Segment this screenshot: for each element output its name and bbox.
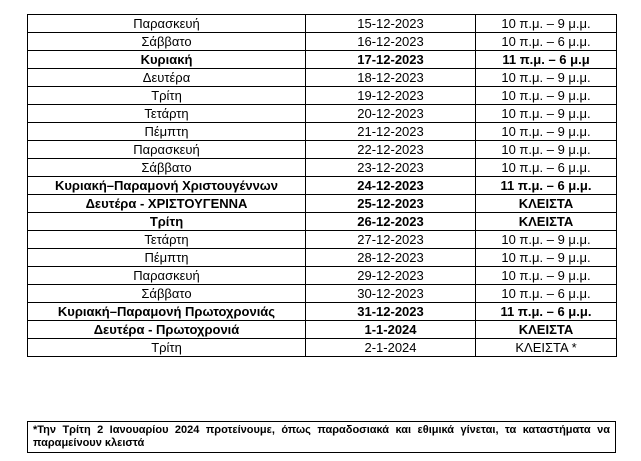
date-cell: 25-12-2023 (306, 195, 476, 213)
hours-cell: 10 π.μ. – 9 μ.μ. (476, 69, 617, 87)
hours-cell: 11 π.μ. – 6 μ.μ. (476, 303, 617, 321)
date-cell: 17-12-2023 (306, 51, 476, 69)
holiday-hours-table-body (28, 15, 617, 357)
table-row (28, 15, 617, 33)
footnote-box (27, 421, 616, 453)
hours-cell: 10 π.μ. – 6 μ.μ. (476, 285, 617, 303)
date-cell: 15-12-2023 (306, 15, 476, 33)
day-cell: Τετάρτη (28, 231, 306, 249)
date-cell: 26-12-2023 (306, 213, 476, 231)
table-row (28, 213, 617, 231)
table-row (28, 105, 617, 123)
day-cell: Κυριακή (28, 51, 306, 69)
date-cell: 27-12-2023 (306, 231, 476, 249)
day-cell: Τρίτη (28, 213, 306, 231)
hours-cell: 10 π.μ. – 9 μ.μ. (476, 249, 617, 267)
day-cell: Παρασκευή (28, 141, 306, 159)
date-cell: 28-12-2023 (306, 249, 476, 267)
date-cell: 22-12-2023 (306, 141, 476, 159)
hours-cell: 10 π.μ. – 9 μ.μ. (476, 105, 617, 123)
day-cell: Σάββατο (28, 33, 306, 51)
day-cell: Παρασκευή (28, 267, 306, 285)
table-row (28, 303, 617, 321)
date-cell: 24-12-2023 (306, 177, 476, 195)
table-row (28, 321, 617, 339)
footnote-text: *Την Τρίτη 2 Ιανουαρίου 2024 προτείνουμε, όπως παραδοσιακά και εθιμικά γίνεται, τα καταστήματα να παραμείνουν κλειστά (33, 424, 610, 449)
day-cell: Δευτέρα (28, 69, 306, 87)
day-cell: Παρασκευή (28, 15, 306, 33)
day-cell: Πέμπτη (28, 123, 306, 141)
date-cell: 18-12-2023 (306, 69, 476, 87)
hours-cell: 10 π.μ. – 9 μ.μ. (476, 141, 617, 159)
hours-cell: 10 π.μ. – 9 μ.μ. (476, 123, 617, 141)
table-row (28, 33, 617, 51)
table-row (28, 123, 617, 141)
hours-cell: 10 π.μ. – 6 μ.μ. (476, 33, 617, 51)
table-row (28, 87, 617, 105)
date-cell: 20-12-2023 (306, 105, 476, 123)
date-cell: 30-12-2023 (306, 285, 476, 303)
hours-cell: 10 π.μ. – 9 μ.μ. (476, 231, 617, 249)
day-cell: Σάββατο (28, 285, 306, 303)
table-row (28, 141, 617, 159)
hours-cell: 11 π.μ. – 6 μ.μ (476, 51, 617, 69)
table-row (28, 177, 617, 195)
hours-cell: ΚΛΕΙΣΤΑ (476, 213, 617, 231)
hours-cell: ΚΛΕΙΣΤΑ (476, 321, 617, 339)
hours-cell: ΚΛΕΙΣΤΑ * (476, 339, 617, 357)
date-cell: 2-1-2024 (306, 339, 476, 357)
date-cell: 1-1-2024 (306, 321, 476, 339)
day-cell: Δευτέρα - Πρωτοχρονιά (28, 321, 306, 339)
day-cell: Τρίτη (28, 339, 306, 357)
day-cell: Τρίτη (28, 87, 306, 105)
date-cell: 29-12-2023 (306, 267, 476, 285)
day-cell: Τετάρτη (28, 105, 306, 123)
day-cell: Πέμπτη (28, 249, 306, 267)
date-cell: 16-12-2023 (306, 33, 476, 51)
hours-cell: 10 π.μ. – 9 μ.μ. (476, 87, 617, 105)
date-cell: 23-12-2023 (306, 159, 476, 177)
day-cell: Σάββατο (28, 159, 306, 177)
day-cell: Κυριακή–Παραμονή Χριστουγέννων (28, 177, 306, 195)
table-row (28, 159, 617, 177)
hours-cell: ΚΛΕΙΣΤΑ (476, 195, 617, 213)
hours-cell: 10 π.μ. – 9 μ.μ. (476, 15, 617, 33)
date-cell: 19-12-2023 (306, 87, 476, 105)
table-row (28, 339, 617, 357)
table-row (28, 51, 617, 69)
day-cell: Δευτέρα - ΧΡΙΣΤΟΥΓΕΝΝΑ (28, 195, 306, 213)
holiday-hours-table (27, 14, 617, 357)
table-row (28, 231, 617, 249)
hours-cell: 10 π.μ. – 9 μ.μ. (476, 267, 617, 285)
hours-cell: 11 π.μ. – 6 μ.μ. (476, 177, 617, 195)
table-row (28, 285, 617, 303)
date-cell: 31-12-2023 (306, 303, 476, 321)
day-cell: Κυριακή–Παραμονή Πρωτοχρονιάς (28, 303, 306, 321)
table-row (28, 195, 617, 213)
table-row (28, 267, 617, 285)
date-cell: 21-12-2023 (306, 123, 476, 141)
hours-cell: 10 π.μ. – 6 μ.μ. (476, 159, 617, 177)
table-row (28, 69, 617, 87)
table-row (28, 249, 617, 267)
